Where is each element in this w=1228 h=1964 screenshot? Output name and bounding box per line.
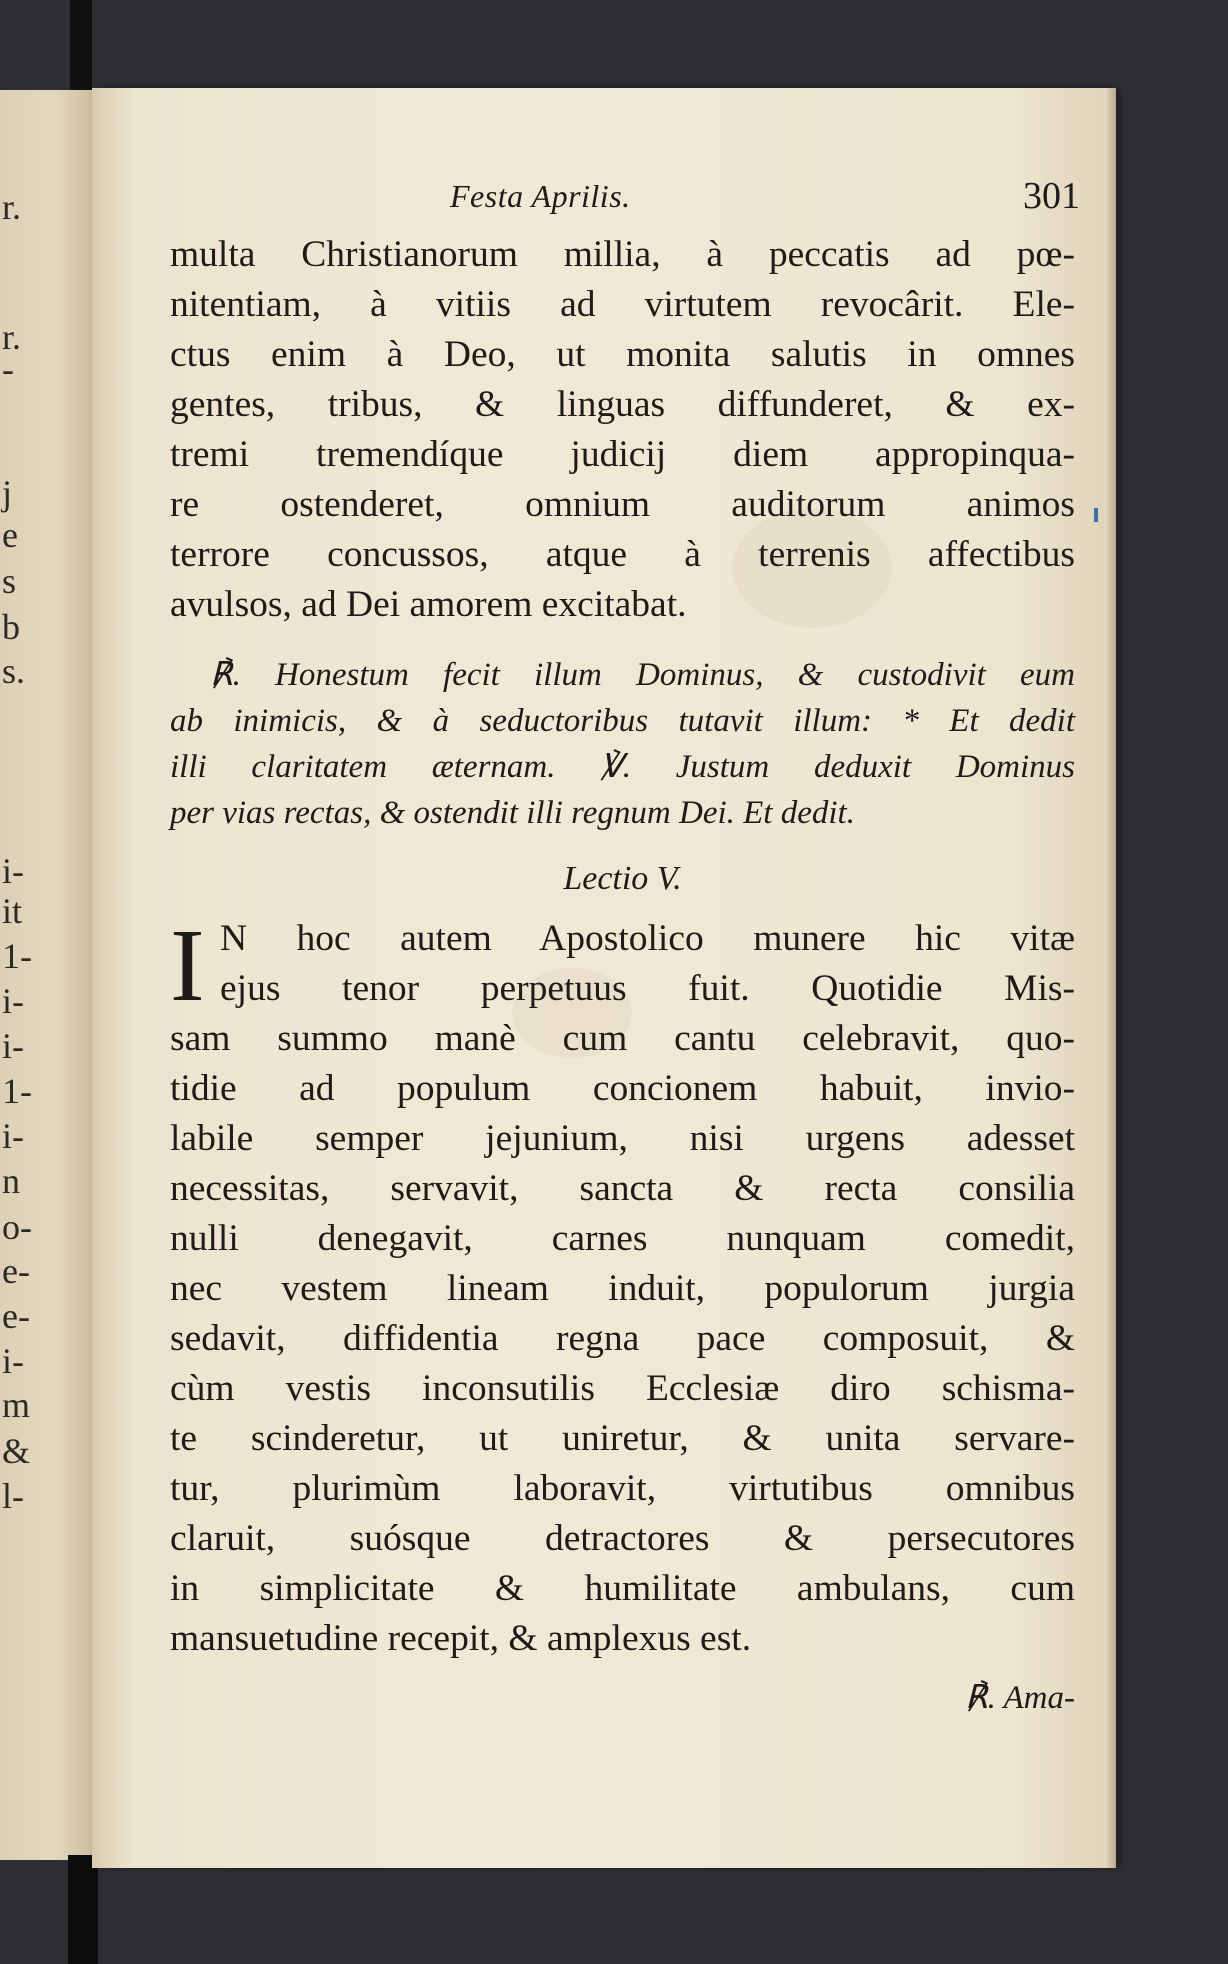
margin-fragment: i- [2,1026,24,1066]
page-edge-shadow [1104,88,1116,1868]
margin-fragment: e [2,515,18,555]
margin-fragment: e- [2,1296,30,1336]
responsory-line: ℟. Honestum fecit illum Dominus, & custodivit eum [210,657,1075,693]
margin-fragment: i- [2,981,24,1021]
page-header [170,175,1080,230]
page-number: 301 [1023,175,1080,217]
margin-fragment: r. [2,187,22,227]
margin-fragment: b [2,607,20,647]
text-line: avulsos, ad Dei amorem excitabat. [170,584,687,625]
catchword: ℟. Ama- [965,1680,1075,1716]
margin-fragment: m [2,1385,31,1425]
text-line: in simplicitate & humilitate ambulans, cum [170,1568,1075,1609]
text-line: re ostenderet, omnium auditorum animos [170,484,1075,525]
text-line: N hoc autem Apostolico munere hic vitæ [220,918,1075,959]
text-line: mansuetudine recepit, & amplexus est. [170,1618,752,1659]
margin-fragment: n [2,1161,20,1201]
paragraph-2 [170,908,1075,1664]
margin-fragment: s. [2,651,26,691]
text-line: gentes, tribus, & linguas diffunderet, & ex- [170,384,1075,425]
responsory-line: illi claritatem æternam. ℣. Justum deduxit Dominus [170,749,1075,785]
lectio-title: Lectio V. [563,860,682,897]
margin-fragment: it [2,891,23,931]
text-line: sam summo manè cum cantu celebravit, quo- [170,1018,1075,1059]
previous-page-edge [0,90,92,1860]
text-line: nec vestem lineam induit, populorum jurgia [170,1268,1075,1309]
paragraph-1 [170,230,1075,630]
responsory [170,652,1075,836]
text-line: tidie ad populum concionem habuit, invio- [170,1068,1075,1109]
text-line: multa Christianorum millia, à peccatis ad pœ- [170,234,1075,275]
margin-fragment: - [2,349,14,389]
page-content [170,175,1080,1720]
text-line: tremi tremendíque judicij diem appropinqua- [170,434,1075,475]
margin-fragment: o- [2,1207,32,1247]
margin-fragment: l- [2,1476,24,1516]
text-line: claruit, suósque detractores & persecutores [170,1518,1075,1559]
text-line: necessitas, servavit, sancta & recta consilia [170,1168,1075,1209]
text-line: ejus tenor perpetuus fuit. Quotidie Mis- [220,968,1075,1009]
margin-fragment: i- [2,1341,24,1381]
text-line: terrore concussos, atque à terrenis affectibus [170,534,1075,575]
margin-fragment: s [2,561,17,601]
margin-fragment: e- [2,1251,30,1291]
margin-fragment: 1- [2,1071,32,1111]
text-line: tur, plurimùm laboravit, virtutibus omnibus [170,1468,1075,1509]
book-page [92,88,1116,1868]
text-line: labile semper jejunium, nisi urgens adesset [170,1118,1075,1159]
margin-fragment: i- [2,851,24,891]
text-line: cùm vestis inconsutilis Ecclesiæ diro schisma- [170,1368,1075,1409]
margin-fragment: i- [2,1116,24,1156]
text-line: nulli denegavit, carnes nunquam comedit, [170,1218,1075,1259]
responsory-line: ab inimicis, & à seductoribus tutavit illum: * Et dedit [170,703,1075,739]
margin-fragment: & [2,1431,31,1471]
text-line: te scinderetur, ut uniretur, & unita servare- [170,1418,1075,1459]
margin-fragment: 1- [2,936,32,976]
blue-mark [1094,508,1098,522]
text-line: nitentiam, à vitiis ad virtutem revocârit. Ele- [170,284,1075,325]
book-spine-bottom [68,1855,98,1964]
text-line: sedavit, diffidentia regna pace composuit, & [170,1318,1075,1359]
margin-fragment: j [2,473,13,513]
margin-fragment: r. [2,317,22,357]
text-line: ctus enim à Deo, ut monita salutis in omnes [170,334,1075,375]
drop-cap: I [170,908,205,1023]
responsory-line: per vias rectas, & ostendit illi regnum Dei. Et dedit. [170,795,855,831]
running-head: Festa Aprilis. [450,178,631,214]
